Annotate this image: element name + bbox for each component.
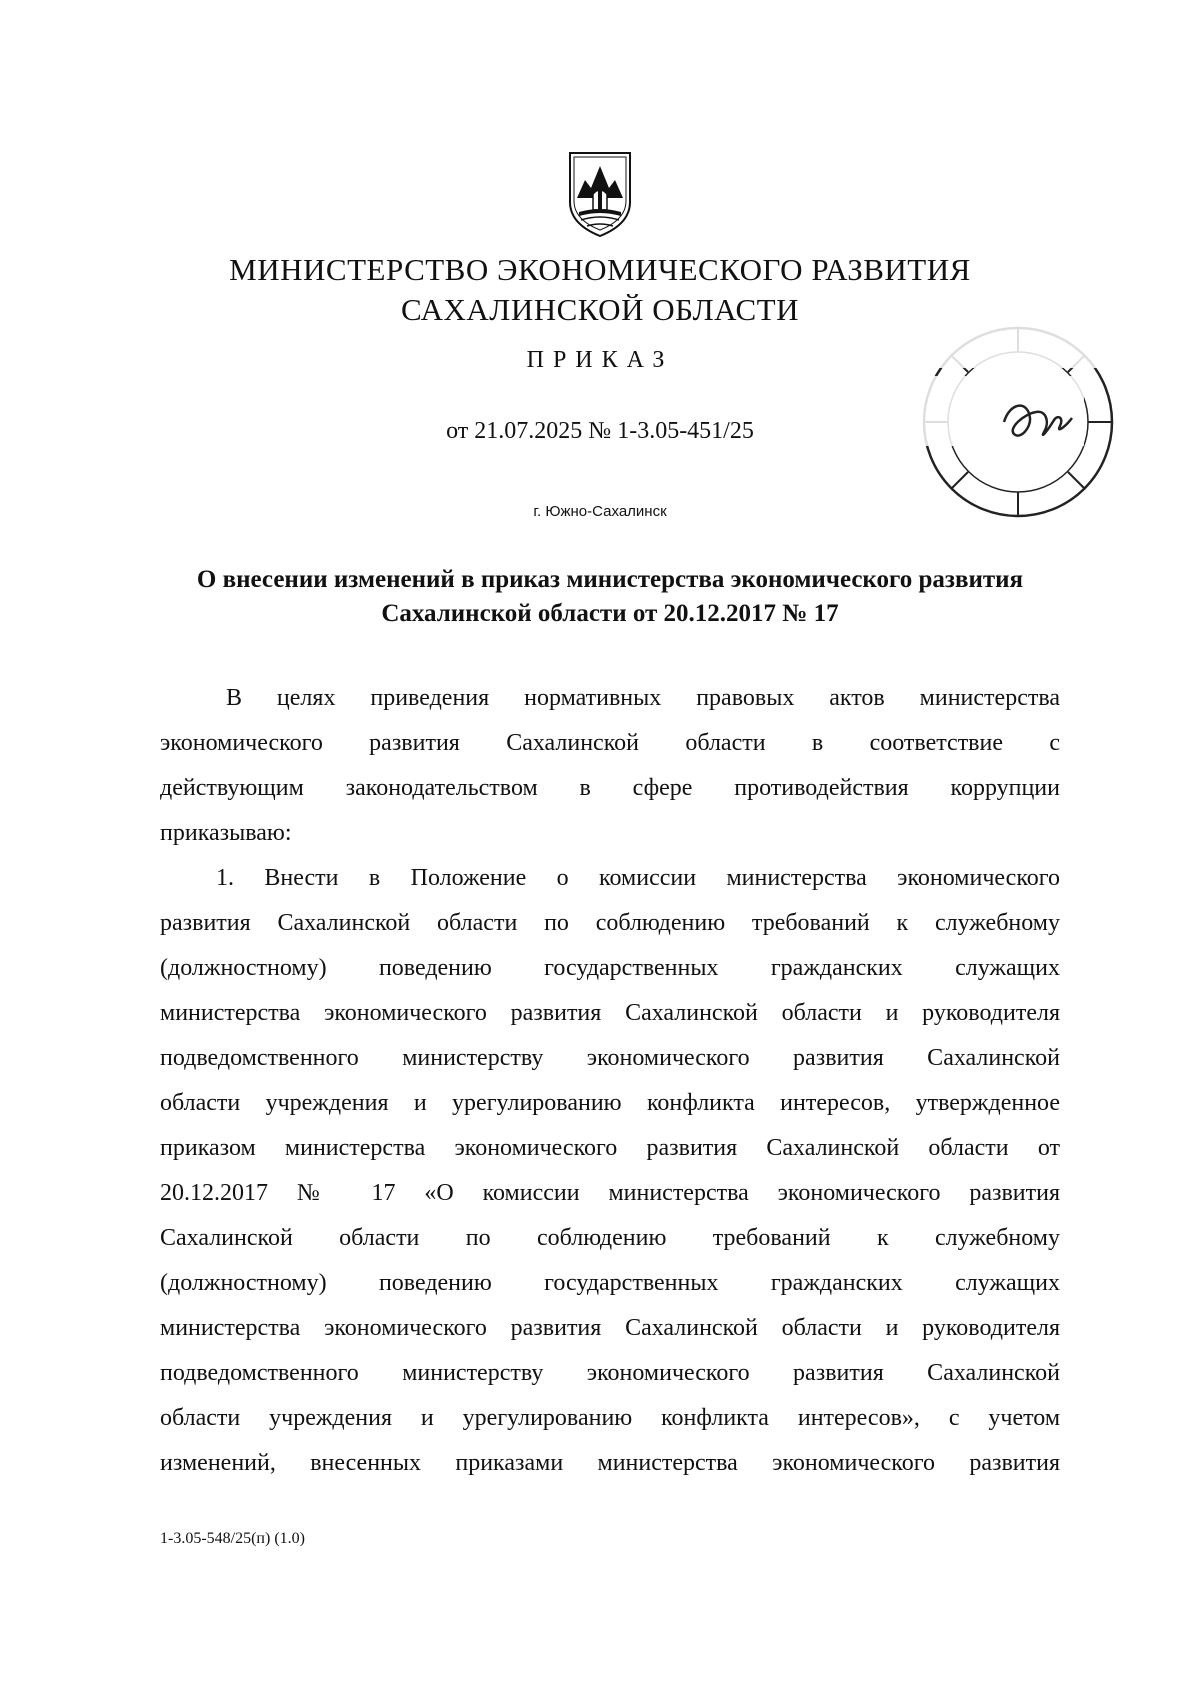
copy-certified-stamp-icon bbox=[918, 322, 1118, 522]
body-line-1: В целях приведения нормативных правовых актов министерства bbox=[226, 685, 1060, 711]
body-line-6: развития Сахалинской области по соблюдению требований к служебному bbox=[160, 910, 1060, 936]
city: г. Южно-Сахалинск bbox=[533, 503, 667, 520]
body-line-11: приказом министерства экономического развития Сахалинской области от bbox=[160, 1135, 1060, 1161]
order-title: ПРИКАЗ bbox=[526, 347, 674, 373]
order-number: от 21.07.2025 № 1-3.05-451/25 bbox=[446, 418, 754, 444]
body-line-5: 1. Внести в Положение о комиссии министерства экономического bbox=[216, 865, 1060, 891]
body-line-16: подведомственного министерству экономического развития Сахалинской bbox=[160, 1360, 1060, 1386]
footer-document-code: 1-3.05-548/25(п) (1.0) bbox=[160, 1530, 305, 1547]
body-line-15: министерства экономического развития Сахалинской области и руководителя bbox=[160, 1315, 1060, 1341]
body-line-3: действующим законодательством в сфере противодействия коррупции bbox=[160, 775, 1060, 801]
body-line-9: подведомственного министерству экономического развития Сахалинской bbox=[160, 1045, 1060, 1071]
ministry-name-line-1: МИНИСТЕРСТВО ЭКОНОМИЧЕСКОГО РАЗВИТИЯ bbox=[229, 252, 971, 287]
body-line-17: области учреждения и урегулированию конфликта интересов», с учетом bbox=[160, 1405, 1060, 1431]
body-line-10: области учреждения и урегулированию конфликта интересов, утвержденное bbox=[160, 1090, 1060, 1116]
body-line-18: изменений, внесенных приказами министерства экономического развития bbox=[160, 1450, 1060, 1476]
body-line-13: Сахалинской области по соблюдению требований к служебному bbox=[160, 1225, 1060, 1251]
body-line-2: экономического развития Сахалинской области в соответствие с bbox=[160, 730, 1060, 756]
body-line-12: 20.12.2017 № 17 «О комиссии министерства экономического развития bbox=[160, 1180, 1060, 1206]
sakhalin-coat-of-arms-icon bbox=[567, 150, 633, 238]
document-title-line-1: О внесении изменений в приказ министерства экономического развития bbox=[196, 566, 1024, 593]
document-title-line-2: Сахалинской области от 20.12.2017 № 17 bbox=[381, 600, 839, 627]
body-line-4: приказываю: bbox=[160, 820, 292, 846]
ministry-name-line-2: САХАЛИНСКОЙ ОБЛАСТИ bbox=[401, 292, 799, 327]
body-line-7: (должностному) поведению государственных гражданских служащих bbox=[160, 955, 1060, 981]
body-line-14: (должностному) поведению государственных гражданских служащих bbox=[160, 1270, 1060, 1296]
body-line-8: министерства экономического развития Сахалинской области и руководителя bbox=[160, 1000, 1060, 1026]
